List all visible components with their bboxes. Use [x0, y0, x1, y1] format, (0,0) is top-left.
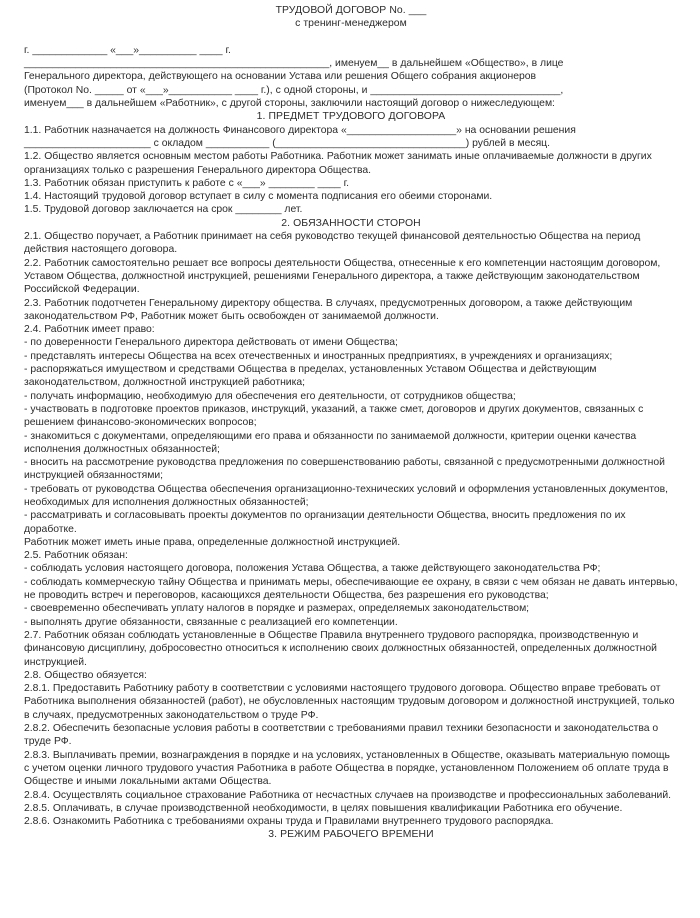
clause-2-4-item: - вносить на рассмотрение руководства предложения по совершенствованию работы, связанной с предусмотренными должностной инструкцией обязанностями;: [24, 457, 665, 482]
section-heading: 1. ПРЕДМЕТ ТРУДОВОГО ДОГОВОРА: [256, 111, 446, 123]
clause-2-4-item: - распоряжаться имуществом и средствами Общества в пределах, установленных Уставом Общества и действующим законодательством, должностной инструкцией работника;: [24, 364, 597, 389]
clause-2-8-4: 2.8.4. Осуществлять социальное страхование Работника от несчастных случаев на производстве и профессиональных заболеваний.: [24, 789, 671, 801]
section-heading: 2. ОБЯЗАННОСТИ СТОРОН: [281, 217, 421, 229]
clause-2-4: 2.4. Работник имеет право:: [24, 324, 155, 336]
clause-2-8-6: 2.8.6. Ознакомить Работника с требованиями охраны труда и Правилами внутреннего трудового распорядка.: [24, 816, 554, 828]
clause-2-4-item: - представлять интересы Общества на всех отечественных и иностранных предприятиях, в учреждениях и организациях;: [24, 350, 613, 362]
section-subject: [24, 110, 678, 216]
clause-2-2: 2.2. Работник самостоятельно решает все вопросы деятельности Общества, отнесенные к его компетенции настоящим договором, Уставом Общества, должностной инструкцией, решениями Генерального директора, а также действующим законодательством Российской Федерации.: [24, 257, 661, 296]
clause-2-4-item: - по доверенности Генерального директора действовать от имени Общества;: [24, 337, 398, 349]
section-obligations: [24, 217, 678, 829]
clause-2-7: 2.7. Работник обязан соблюдать установленные в Обществе Правила внутреннего трудового распорядка, производственную и финансовую дисциплину, добросовестно относиться к исполнению своих должностных обязанностей, определенных должностной инструкцией.: [24, 629, 657, 668]
clause-2-8: 2.8. Общество обязуется:: [24, 669, 147, 681]
clause-2-4-item: - требовать от руководства Общества обеспечения организационно-технических условий и оформления установленных документов, необходимых для исполнения должностных обязанностей;: [24, 483, 668, 508]
clause-2-5-item: - соблюдать коммерческую тайну Общества и принимать меры, обеспечивающие ее охрану, в связи с чем обязан не давать интервью, не проводить встреч и переговоров, касающихся деятельности Общества, без разрешения его руководства;: [24, 576, 678, 602]
clause-2-4-item: - знакомиться с документами, определяющими его права и обязанности по занимаемой должности, критерии оценки качества исполнения должностных обязанностей;: [24, 430, 637, 455]
clause-2-5: 2.5. Работник обязан:: [24, 550, 128, 562]
clause-2-3: 2.3. Работник подотчетен Генеральному директору общества. В случаях, предусмотренных договором, а также действующим законодательством РФ, Работник может быть освобожден от занимаемой должности.: [24, 297, 633, 322]
section-working-hours: [24, 828, 678, 841]
preamble-line: _____________________________________________________, именуем__ в дальнейшем «Общество», в лице: [24, 58, 564, 70]
section-heading: 3. РЕЖИМ РАБОЧЕГО ВРЕМЕНИ: [268, 829, 434, 841]
preamble-line: г. _____________ «___»__________ ____ г.: [24, 44, 231, 56]
clause-1-5: 1.5. Трудовой договор заключается на срок ________ лет.: [24, 204, 303, 216]
clause-1-2: 1.2. Общество является основным местом работы Работника. Работник может занимать иные оплачиваемые должности в других организациях только с разрешения Генерального директора Общества.: [24, 151, 652, 176]
clause-2-1: 2.1. Общество поручает, а Работник принимает на себя руководство текущей финансовой деятельностью Общества на период действия настоящего договора.: [24, 231, 641, 256]
clause-1-1: 1.1. Работник назначается на должность Финансового директора «___________________» на основании решения ______________________ с окладом ___________ (_________________________________) рублей в месяц.: [24, 124, 576, 149]
preamble-line: (Протокол No. _____ от «___»___________ ____ г.), с одной стороны, и _________________________________,: [24, 84, 564, 96]
clause-2-5-item: - выполнять другие обязанности, связанные с реализацией его компетенции.: [24, 616, 398, 628]
preamble-block: [24, 44, 678, 110]
clause-2-8-5: 2.8.5. Оплачивать, в случае производственной необходимости, в целях повышения квалификации Работника его обучение.: [24, 802, 623, 814]
clause-2-8-3: 2.8.3. Выплачивать премии, вознаграждения в порядке и на условиях, установленных в Обществе, оказывать материальную помощь с учетом оценки личного трудового участия Работника в работе Общества в порядке, установленном Положением об оплате труда в Обществе и иными локальными актами Общества.: [24, 749, 670, 788]
clause-2-4-item: - получать информацию, необходимую для обеспечения его деятельности, от сотрудников общества;: [24, 390, 516, 402]
clause-1-3: 1.3. Работник обязан приступить к работе с «___» ________ ____ г.: [24, 177, 349, 189]
clause-2-5-item: - соблюдать условия настоящего договора, положения Устава Общества, а также действующего законодательства РФ;: [24, 563, 601, 575]
title-spacer: [24, 31, 678, 44]
clause-2-8-2: 2.8.2. Обеспечить безопасные условия работы в соответствии с требованиями правил техники безопасности и законодательства о труде РФ.: [24, 723, 659, 748]
clause-2-8-1: 2.8.1. Предоставить Работнику работу в соответствии с условиями настоящего трудового договора. Общество вправе требовать от Работника выполнения обязанностей (работ), не обусловленных настоящим трудовым договором и должностной инструкцией, только в случаях, предусмотренных законодательством о труде РФ.: [24, 683, 675, 721]
document-subtitle: с тренинг-менеджером: [295, 18, 407, 30]
clause-1-4: 1.4. Настоящий трудовой договор вступает в силу с момента подписания его обеими сторонами.: [24, 191, 493, 203]
clause-2-4-item: - рассматривать и согласовывать проекты документов по организации деятельности Общества, вносить предложения по их доработке.: [24, 510, 626, 535]
preamble-line: Генерального директора, действующего на основании Устава или решения Общего собрания акционеров: [24, 71, 537, 83]
clause-2-5-item: - своевременно обеспечивать уплату налогов в порядке и размерах, определяемых законодательством;: [24, 603, 530, 615]
preamble-line: именуем___ в дальнейшем «Работник», с другой стороны, заключили настоящий договор о нижеследующем:: [24, 98, 555, 110]
clause-2-4-item: - участвовать в подготовке проектов приказов, инструкций, указаний, а также смет, договоров и других документов, связанных с решением финансово-экономических вопросов;: [24, 403, 644, 429]
document-title: ТРУДОВОЙ ДОГОВОР No. ___: [275, 5, 427, 16]
clause-2-4-closing: Работник может иметь иные права, определенные должностной инструкцией.: [24, 536, 401, 548]
